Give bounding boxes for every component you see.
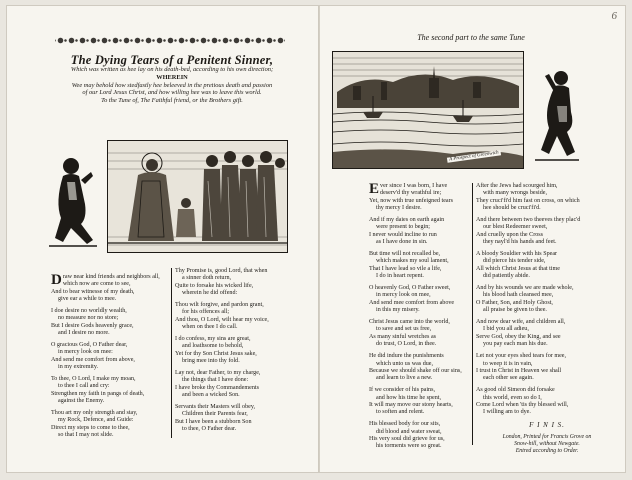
subtitle-line: Wee may behold how stedfastly hee beleeved in the pretious death and passion bbox=[71, 81, 273, 89]
verse-line: But time will not recalled be, bbox=[369, 251, 441, 258]
verse-line: A bloody Souldier with his Spear bbox=[476, 251, 558, 258]
ballad-title: The Dying Tears of a Penitent Sinner, bbox=[70, 53, 274, 67]
verse-line: I willing am to dye. bbox=[483, 409, 531, 416]
stanza bbox=[476, 217, 618, 246]
verse-line: Servants their Masters will obey, bbox=[175, 404, 255, 411]
verse-line: no measure nor no store; bbox=[58, 315, 119, 322]
verse-line: And cruelly upon the Cross bbox=[476, 231, 544, 238]
verse-line: and learn to live a new. bbox=[376, 375, 433, 382]
stanza bbox=[51, 342, 169, 371]
page-number: 6 bbox=[611, 10, 617, 22]
verse-line: with many wrongs beside, bbox=[483, 190, 547, 197]
subtitle-line: To the Tune of, The Faithful friend, or the Brothers gift. bbox=[101, 97, 243, 105]
verse-line: his blood hath cleansed mee, bbox=[483, 292, 554, 299]
verse-line: Strengthen my faith in pangs of death, bbox=[51, 390, 145, 397]
verse-line: to thee I call and cry: bbox=[58, 383, 110, 390]
verse-line: when on thee I do call. bbox=[182, 324, 238, 331]
verse-line: As many sinful wretches as bbox=[369, 333, 437, 340]
ballad-subtitle bbox=[41, 66, 303, 105]
stanza bbox=[476, 183, 618, 212]
verse-line: to thee, O Father dear. bbox=[182, 426, 237, 433]
verse-line: which unto us was due, bbox=[376, 360, 434, 367]
verse-line: And there between two theeves they plac'd bbox=[476, 217, 581, 224]
verse-line: and been a wicked Son. bbox=[182, 392, 240, 399]
verse-line: To thee, O Lord, I make my moan, bbox=[51, 376, 136, 383]
verse-line: Ever since I was born, I have bbox=[369, 181, 448, 197]
stanza bbox=[175, 404, 311, 433]
verse-line: did patiently abide. bbox=[483, 273, 530, 280]
verse-line: O gracious God, O Father dear, bbox=[51, 342, 128, 349]
woodcut-caption: A Prospect of Greenwich bbox=[448, 150, 500, 163]
verse-line: Thou wilt forgive, and pardon grant, bbox=[175, 302, 264, 309]
verse-line: I never would incline to run bbox=[369, 231, 437, 238]
verse-line: I bid you all adieu, bbox=[483, 326, 529, 333]
verse-line: in this my misery. bbox=[376, 307, 420, 314]
verse-line: Yet, now with true unfeigned tears bbox=[369, 197, 453, 204]
verse-line: Serve God, obey the King, and see bbox=[476, 333, 561, 340]
verse-line: do trust, O Lord, in thee. bbox=[376, 341, 437, 348]
verse-line: to soften and relent. bbox=[376, 409, 425, 416]
verse-line: Thou art my only strength and stay, bbox=[51, 410, 138, 417]
verse-line: hee should be cruci'fi'd. bbox=[483, 205, 541, 212]
right-column-1 bbox=[369, 183, 469, 455]
verse-line: I trust in Christ in Heaven we shall bbox=[476, 367, 562, 374]
verse-line: And if my daies on earth again bbox=[369, 217, 445, 224]
verse-line: O Father, Son, and Holy Ghost, bbox=[476, 299, 553, 306]
verse-line: and how his time he spent, bbox=[376, 394, 441, 401]
verse-line: And thou, O Lord, wilt hear my voice, bbox=[175, 316, 269, 323]
right-column-2 bbox=[476, 183, 618, 455]
verse-line: It will may move our stony hearts, bbox=[369, 401, 453, 408]
verse-line: Quite to forsake his wicked life, bbox=[175, 282, 254, 289]
verse-line: Children their Parents fear, bbox=[182, 411, 248, 418]
stanza bbox=[476, 353, 618, 382]
verse-line: all praise be given to thee. bbox=[483, 307, 547, 314]
verse-line: And to bear witnesse of my death, bbox=[51, 288, 135, 295]
stanza bbox=[369, 319, 469, 348]
verse-line: against the Enemy. bbox=[58, 398, 105, 405]
stanza bbox=[369, 387, 469, 416]
stanza bbox=[175, 302, 311, 331]
verse-line: and I desire no more. bbox=[58, 330, 110, 337]
finis: F I N I S. bbox=[529, 421, 565, 430]
stanza bbox=[369, 421, 469, 450]
drop-cap: D bbox=[51, 272, 62, 288]
verse-line: which now are come to see, bbox=[62, 281, 131, 288]
verse-line: for his offences all; bbox=[182, 309, 230, 316]
verse-line: And send mee comfort from above bbox=[369, 299, 455, 306]
verse-line: thy mercy I desire. bbox=[376, 205, 422, 212]
verse-line: I do confess, my sins are great, bbox=[175, 336, 251, 343]
kneeling-woman-woodcut bbox=[531, 66, 581, 166]
verse-line: If we consider of his pains, bbox=[369, 387, 435, 394]
verse-line: I doe desire no worldly wealth, bbox=[51, 308, 127, 315]
stanza bbox=[476, 285, 618, 314]
verse-line: His blessed body for our sits, bbox=[369, 421, 441, 428]
verse-line: I have broke thy Commandements bbox=[175, 384, 259, 391]
drop-cap: E bbox=[369, 181, 380, 197]
verse-line: this world, even so do I, bbox=[483, 394, 542, 401]
verse-line: All which Christ Jesus at that time bbox=[476, 265, 560, 272]
verse-line: Christ Jesus came into the world, bbox=[369, 319, 450, 326]
center-fold bbox=[318, 6, 320, 472]
verse-line: in mercy look on mee: bbox=[58, 349, 113, 356]
subtitle-line: WHEREIN bbox=[156, 73, 188, 81]
verse-line: But I have been a stubborn Son bbox=[175, 418, 252, 425]
verse-line: O heavenly God, O Father sweet, bbox=[369, 285, 451, 292]
left-column-2 bbox=[175, 268, 311, 438]
verse-line: they nayl'd his hands and feet. bbox=[483, 239, 557, 246]
verse-line: so that I may not slide. bbox=[58, 432, 114, 439]
verse-line: give ear a while to mee. bbox=[58, 296, 117, 303]
verse-line: you pay each man his due. bbox=[483, 341, 548, 348]
verse-line: in mercy look on mee, bbox=[376, 292, 431, 299]
verse-line: his torments were so great. bbox=[376, 443, 442, 450]
imprint-line: London, Printed for Francis Grove on bbox=[502, 433, 592, 440]
verse-line: my Rock, Defence, and Guide: bbox=[58, 417, 134, 424]
verse-line: Draw near kind friends and neighbors all, bbox=[51, 272, 160, 288]
stanza bbox=[369, 183, 469, 212]
stanza bbox=[476, 387, 618, 416]
verse-line: were present to begin; bbox=[376, 224, 430, 231]
verse-line: Direct my steps to come to thee, bbox=[51, 424, 130, 431]
verse-line: did blood and water sweat, bbox=[376, 428, 442, 435]
verse-line: They cruci'fi'd him fast on cross, on which bbox=[476, 197, 580, 204]
subtitle-line: Which was written as hee lay on his death-bed, according to his own direction; bbox=[70, 66, 274, 73]
verse-line: And send me comfort from above, bbox=[51, 356, 135, 363]
stanza bbox=[51, 274, 169, 303]
verse-line: in my extremity. bbox=[58, 364, 99, 371]
verse-line: Yet for thy Son Christ Jesus sake, bbox=[175, 350, 257, 357]
verse-line: Let not your eyes shed tears for mee, bbox=[476, 353, 567, 360]
stanza bbox=[175, 336, 311, 365]
verse-line: to weep it is in vain, bbox=[483, 360, 533, 367]
verse-line: Because we should shake off our sins, bbox=[369, 367, 462, 374]
broadside-sheet bbox=[7, 6, 625, 472]
printer-imprint bbox=[476, 434, 618, 456]
subtitle-line: of our Lord Jesus Christ, and how willing hee was to leave this world. bbox=[82, 89, 262, 97]
stanza bbox=[369, 353, 469, 382]
verse-line: wherein he did offend: bbox=[182, 290, 238, 297]
verse-line: And by his wounds we are made whole, bbox=[476, 285, 574, 292]
verse-line: bring mee into thy fold. bbox=[182, 358, 240, 365]
stanza bbox=[476, 319, 618, 348]
verse-line: Lay not, dear Father, to my charge, bbox=[175, 370, 261, 377]
verse-line: And now dear wife, and children all, bbox=[476, 319, 566, 326]
verse-line: as I have done in sin. bbox=[376, 239, 428, 246]
verse-line: deserv'd thy wrathful ire; bbox=[380, 190, 442, 197]
verse-line: to save and set us free, bbox=[376, 326, 432, 333]
left-column-1 bbox=[51, 274, 169, 444]
verse-line: He did indure the punishments bbox=[369, 353, 444, 360]
stanza bbox=[369, 251, 469, 280]
verse-line: Come Lord when 'tis thy blessed will, bbox=[476, 401, 569, 408]
verse-line: I do in heart repent. bbox=[376, 273, 424, 280]
verse-line: and loathsome to behold, bbox=[182, 343, 244, 350]
stanza bbox=[175, 268, 311, 297]
stanza bbox=[369, 217, 469, 246]
verse-line: did pierce his tender side, bbox=[483, 258, 546, 265]
stanza bbox=[175, 370, 311, 399]
verse-line: But I desire Gods heavenly grace, bbox=[51, 322, 134, 329]
verse-line: As good old Simeon did forsake bbox=[476, 387, 555, 394]
column-divider bbox=[171, 268, 172, 438]
stanza bbox=[369, 285, 469, 314]
ornament-border bbox=[55, 36, 285, 45]
verse-line: the things that I have done: bbox=[182, 377, 249, 384]
verse-line: each other see again. bbox=[483, 375, 534, 382]
verse-line: which makes my soul lament, bbox=[376, 258, 449, 265]
second-part-header: The second part to the same Tune bbox=[417, 33, 525, 42]
verse-line: a sinner doth return, bbox=[182, 275, 232, 282]
verse-line: That I have lead so vile a life, bbox=[369, 265, 442, 272]
verse-line: Thy Promise is, good Lord, that when bbox=[175, 268, 268, 274]
stanza bbox=[51, 410, 169, 439]
verse-line: our blest Redeemer sweet, bbox=[483, 224, 548, 231]
stanza bbox=[51, 308, 169, 337]
imprint-line: Snow-hill, without Newgate. bbox=[514, 440, 580, 447]
column-divider bbox=[472, 183, 473, 445]
imprint-line: Entred according to Order. bbox=[515, 448, 579, 455]
kneeling-man-woodcut bbox=[41, 152, 99, 250]
verse-line: After the Jews had scourged him, bbox=[476, 183, 558, 189]
stanza bbox=[476, 251, 618, 280]
verse-line: His very soul did grieve for us, bbox=[369, 435, 445, 442]
christ-with-children-woodcut bbox=[107, 140, 288, 253]
stanza bbox=[51, 376, 169, 405]
